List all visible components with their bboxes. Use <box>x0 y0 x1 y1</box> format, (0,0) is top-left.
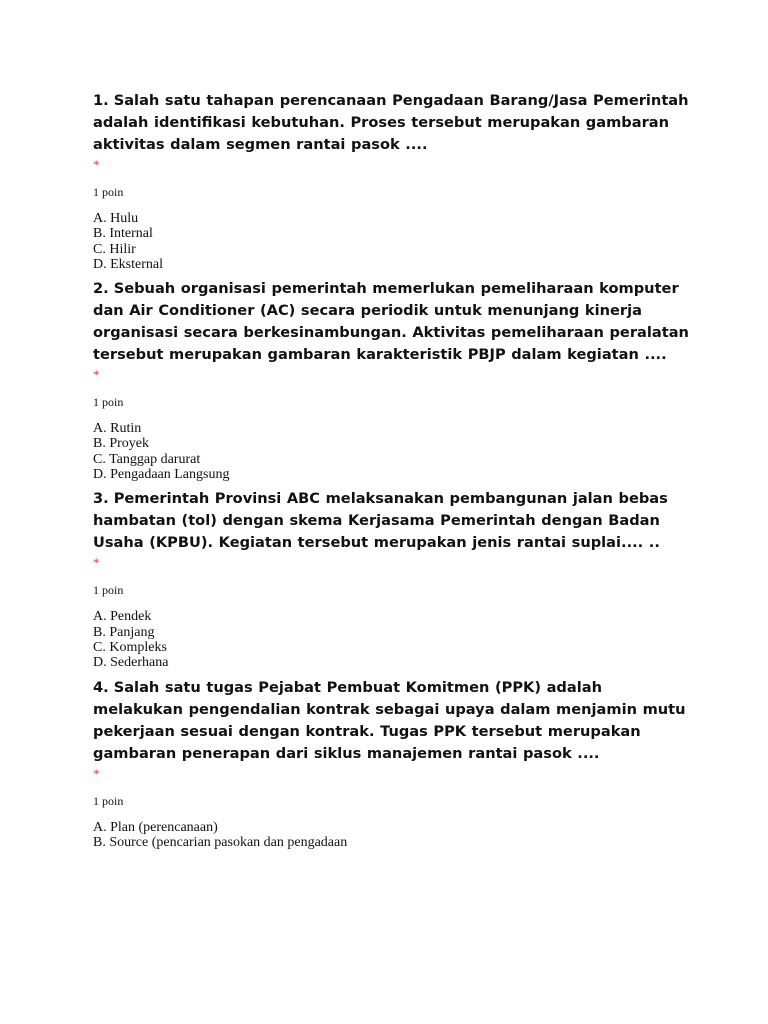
option-c[interactable]: C. Hilir <box>93 241 136 257</box>
option-d[interactable]: D. Eksternal <box>93 256 163 272</box>
question-4-text <box>93 677 693 765</box>
option-a[interactable]: A. Rutin <box>93 421 142 437</box>
option-a[interactable]: A. Hulu <box>93 211 139 226</box>
question-2-body: Sebuah organisasi pemerintah memerlukan pemeliharaan komputer dan Air Conditioner (AC) secara periodik untuk menunjang kinerja organisasi secara berkesinambungan. Aktivitas pemeliharaan peralatan tersebut merupakan gambaran karakteristik PBJP dalam kegiatan .... <box>93 280 689 364</box>
option-d[interactable]: D. Sederhana <box>93 655 169 671</box>
question-3-points: 1 poin <box>93 583 124 598</box>
question-4-points: 1 poin <box>93 793 124 808</box>
option-c[interactable]: C. Kompleks <box>93 639 167 655</box>
question-1-number: 1. <box>93 92 109 109</box>
required-mark: * <box>93 765 100 781</box>
question-2-text <box>93 278 693 366</box>
question-1 <box>93 90 693 272</box>
question-2-number: 2. <box>93 280 109 298</box>
required-mark: * <box>93 157 100 172</box>
option-b[interactable]: B. Source (pencarian pasokan dan pengadaan <box>93 834 348 850</box>
question-4-body: Salah satu tugas Pejabat Pembuat Komitmen (PPK) adalah melakukan pengendalian kontrak sebagai upaya dalam menjamin mutu pekerjaan sesuai dengan kontrak. Tugas PPK tersebut merupakan gambaran penerapan dari siklus manajemen rantai pasok .... <box>93 678 686 762</box>
question-3 <box>93 488 693 670</box>
question-4-options <box>93 820 693 851</box>
option-a[interactable]: A. Plan (perencanaan) <box>93 819 218 835</box>
question-2 <box>93 278 693 482</box>
question-2-options <box>93 421 693 482</box>
question-3-options <box>93 609 693 670</box>
question-4-number: 4. <box>93 678 109 696</box>
required-mark: * <box>93 555 100 571</box>
option-d[interactable]: D. Pengadaan Langsung <box>93 467 230 483</box>
question-1-points: 1 poin <box>93 185 124 199</box>
question-3-number: 3. <box>93 490 109 508</box>
question-3-body: Pemerintah Provinsi ABC melaksanakan pembangunan jalan bebas hambatan (tol) dengan skema Kerjasama Pemerintah dengan Badan Usaha (KPBU). Kegiatan tersebut merupakan jenis rantai suplai.... .. <box>93 490 668 552</box>
required-mark: * <box>93 367 100 383</box>
question-3-text <box>93 488 693 554</box>
option-b[interactable]: B. Panjang <box>93 624 155 640</box>
quiz-page <box>93 90 693 850</box>
question-1-text <box>93 90 693 156</box>
option-b[interactable]: B. Internal <box>93 226 153 242</box>
option-a[interactable]: A. Pendek <box>93 609 152 625</box>
question-2-points: 1 poin <box>93 395 124 410</box>
question-1-options <box>93 211 693 272</box>
option-c[interactable]: C. Tanggap darurat <box>93 451 201 467</box>
option-b[interactable]: B. Proyek <box>93 436 149 452</box>
question-4 <box>93 677 693 851</box>
question-1-body: Salah satu tahapan perencanaan Pengadaan Barang/Jasa Pemerintah adalah identifikasi kebutuhan. Proses tersebut merupakan gambaran aktivitas dalam segmen rantai pasok .... <box>93 92 689 153</box>
